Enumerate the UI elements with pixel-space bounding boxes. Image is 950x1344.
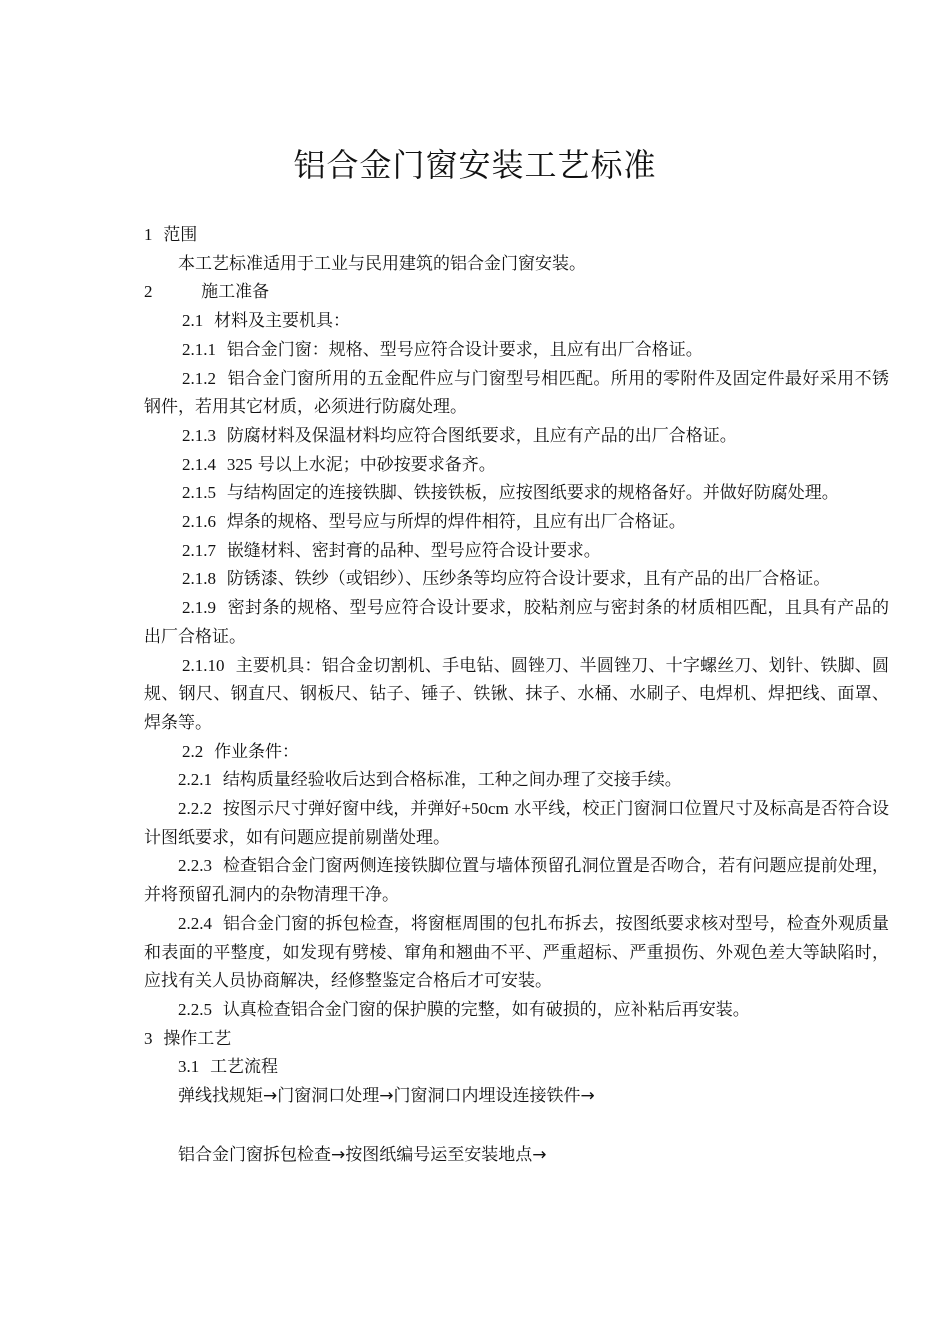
section-2-2: 2.2 作业条件：: [182, 741, 300, 762]
document-body: [144, 221, 889, 1170]
item-2-1-1: 2.1.1 铝合金门窗：规格、型号应符合设计要求，且应有出厂合格证。: [182, 339, 703, 360]
process-flow-line-1: 弹线找规矩→门窗洞口处理→门窗洞口内埋设连接铁件→: [178, 1086, 595, 1107]
section-3-heading: 3 操作工艺: [144, 1028, 232, 1049]
section-2-1: 2.1 材料及主要机具：: [182, 311, 351, 332]
section-3-1: 3.1 工艺流程: [178, 1057, 279, 1078]
section-2-heading: 2 施工准备: [144, 282, 270, 303]
item-2-2-2: 2.2.2 按图示尺寸弹好窗中线，并弹好+50cm 水平线，校正门窗洞口位置尺寸及标高是否符合设计图纸要求，如有问题应提前剔凿处理。: [144, 799, 890, 848]
item-2-1-8: 2.1.8 防锈漆、铁纱（或铝纱）、压纱条等均应符合设计要求，且有产品的出厂合格证。: [182, 569, 831, 590]
item-2-1-10: 2.1.10 主要机具：铝合金切割机、手电钻、圆锉刀、半圆锉刀、十字螺丝刀、划针、铁脚、圆规、钢尺、钢直尺、钢板尺、钻子、锤子、铁锹、抹子、水桶、水刷子、电焊机、焊把线、面罩、焊条等。: [144, 655, 889, 733]
item-2-1-4: 2.1.4 325 号以上水泥；中砂按要求备齐。: [182, 454, 496, 475]
process-flow-line-2: 铝合金门窗拆包检查→按图纸编号运至安装地点→: [178, 1144, 547, 1165]
item-2-1-6: 2.1.6 焊条的规格、型号应与所焊的焊件相符，且应有出厂合格证。: [182, 512, 686, 533]
item-2-2-5: 2.2.5 认真检查铝合金门窗的保护膜的完整，如有破损的，应补粘后再安装。: [178, 999, 750, 1020]
item-2-1-7: 2.1.7 嵌缝材料、密封膏的品种、型号应符合设计要求。: [182, 540, 601, 561]
item-2-1-3: 2.1.3 防腐材料及保温材料均应符合图纸要求，且应有产品的出厂合格证。: [182, 425, 737, 446]
item-2-1-9: 2.1.9 密封条的规格、型号应符合设计要求，胶粘剂应与密封条的材质相匹配，且具有产品的出厂合格证。: [144, 598, 889, 647]
item-2-1-5: 2.1.5 与结构固定的连接铁脚、铁接铁板，应按图纸要求的规格备好。并做好防腐处理。: [182, 483, 839, 504]
item-2-1-2: 2.1.2 铝合金门窗所用的五金配件应与门窗型号相匹配。所用的零附件及固定件最好采用不锈钢件，若用其它材质，必须进行防腐处理。: [144, 368, 889, 418]
flow-gap: [144, 1111, 889, 1141]
document-title: 铝合金门窗安装工艺标准: [293, 146, 657, 184]
item-2-2-1: 2.2.1 结构质量经验收后达到合格标准，工种之间办理了交接手续。: [178, 770, 682, 791]
section-1-text: 本工艺标准适用于工业与民用建筑的铝合金门窗安装。: [178, 253, 586, 274]
section-1-heading: 1 范围: [144, 225, 198, 245]
item-2-2-3: 2.2.3 检查铝合金门窗两侧连接铁脚位置与墙体预留孔洞位置是否吻合，若有问题应提前处理，并将预留孔洞内的杂物清理干净。: [144, 856, 889, 906]
item-2-2-4: 2.2.4 铝合金门窗的拆包检查，将窗框周围的包扎布拆去，按图纸要求核对型号，检查外观质量和表面的平整度，如发现有劈棱、窜角和翘曲不平、严重超标、严重损伤、外观色差大等缺陷时，应找有关人员协商解决，经修整鉴定合格后才可安装。: [144, 913, 889, 992]
